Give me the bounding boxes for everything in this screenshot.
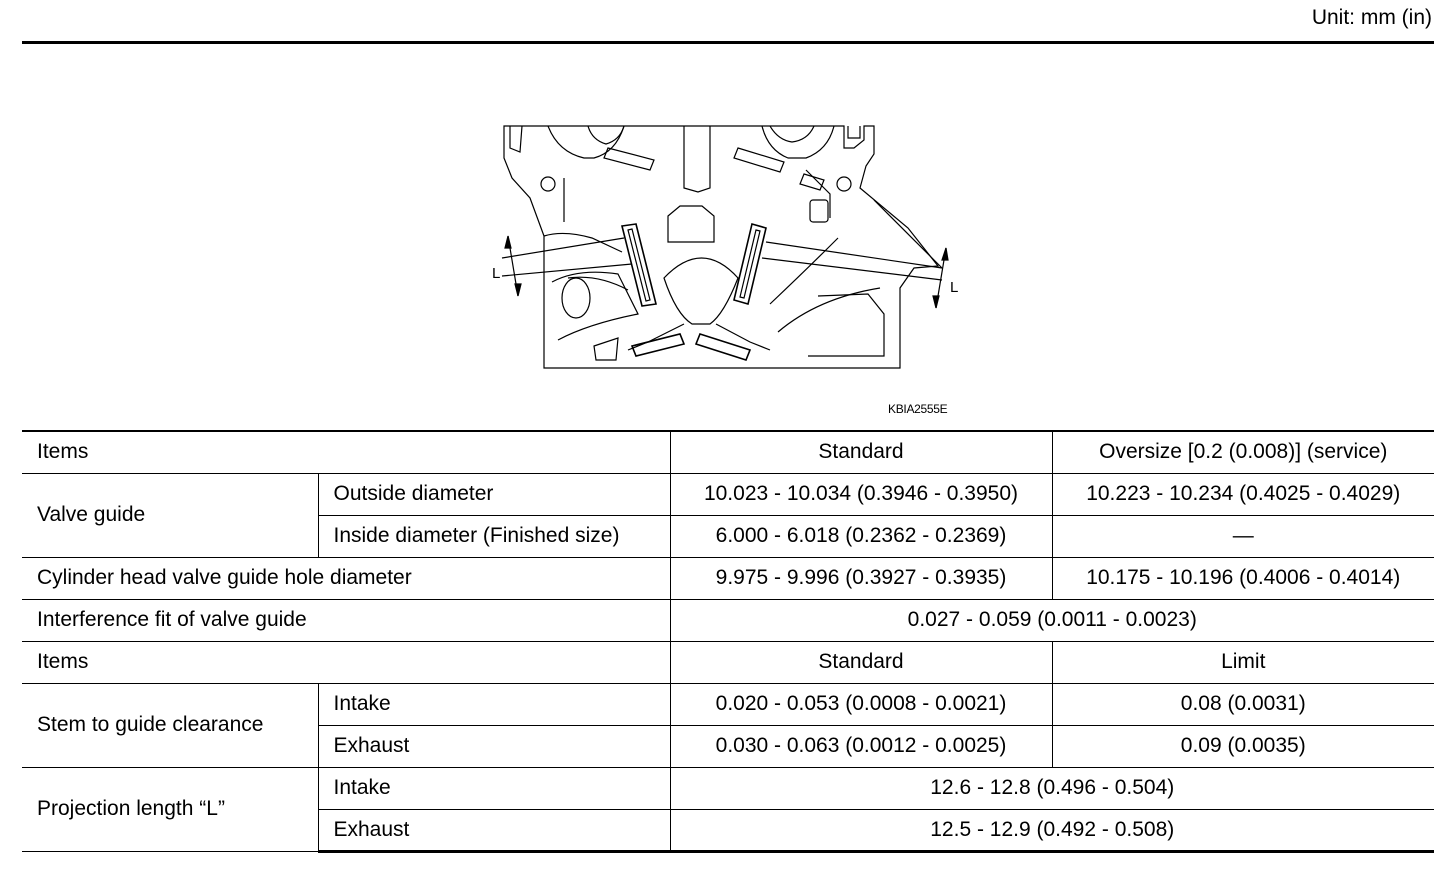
row-label-projection-exhaust: Exhaust [318,809,670,851]
header-items: Items [22,431,670,473]
table-row [22,767,1434,809]
header-limit: Limit [1052,641,1434,683]
row-label-stem-exhaust: Exhaust [318,725,670,767]
header-standard-2: Standard [670,641,1052,683]
cell-hole-oversize: 10.175 - 10.196 (0.4006 - 0.4014) [1052,557,1434,599]
row-label-stem-intake: Intake [318,683,670,725]
row-label-projection-intake: Intake [318,767,670,809]
cell-stem-exhaust-standard: 0.030 - 0.063 (0.0012 - 0.0025) [670,725,1052,767]
cylinder-head-diagram [488,118,968,380]
table-row [22,683,1434,725]
table-row [22,431,1434,473]
cell-stem-exhaust-limit: 0.09 (0.0035) [1052,725,1434,767]
row-label-inside-diameter: Inside diameter (Finished size) [318,515,670,557]
dimension-label-left: L [492,265,501,282]
cell-hole-standard: 9.975 - 9.996 (0.3927 - 0.3935) [670,557,1052,599]
cell-inside-oversize: — [1052,515,1434,557]
cell-stem-intake-limit: 0.08 (0.0031) [1052,683,1434,725]
row-label-interference-fit: Interference fit of valve guide [22,599,670,641]
unit-label: Unit: mm (in) [1311,6,1432,29]
table-row [22,641,1434,683]
cell-projection-intake: 12.6 - 12.8 (0.496 - 0.504) [670,767,1434,809]
figure-code: KBIA2555E [888,402,948,416]
table-row [22,557,1434,599]
row-label-projection-length: Projection length “L” [22,767,318,851]
cell-outside-oversize: 10.223 - 10.234 (0.4025 - 0.4029) [1052,473,1434,515]
header-oversize: Oversize [0.2 (0.008)] (service) [1052,431,1434,473]
cell-interference-value: 0.027 - 0.059 (0.0011 - 0.0023) [670,599,1434,641]
row-label-outside-diameter: Outside diameter [318,473,670,515]
cell-inside-standard: 6.000 - 6.018 (0.2362 - 0.2369) [670,515,1052,557]
row-label-stem-clearance: Stem to guide clearance [22,683,318,767]
cell-stem-intake-standard: 0.020 - 0.053 (0.0008 - 0.0021) [670,683,1052,725]
row-label-hole-diameter: Cylinder head valve guide hole diameter [22,557,670,599]
header-items-2: Items [22,641,670,683]
cell-outside-standard: 10.023 - 10.034 (0.3946 - 0.3950) [670,473,1052,515]
table-row [22,599,1434,641]
cell-projection-exhaust: 12.5 - 12.9 (0.492 - 0.508) [670,809,1434,851]
row-label-valve-guide: Valve guide [22,473,318,557]
valve-guide-spec-table [22,430,1434,853]
table-row [22,473,1434,515]
top-rule [22,41,1434,44]
header-standard: Standard [670,431,1052,473]
dimension-label-right: L [950,279,959,296]
